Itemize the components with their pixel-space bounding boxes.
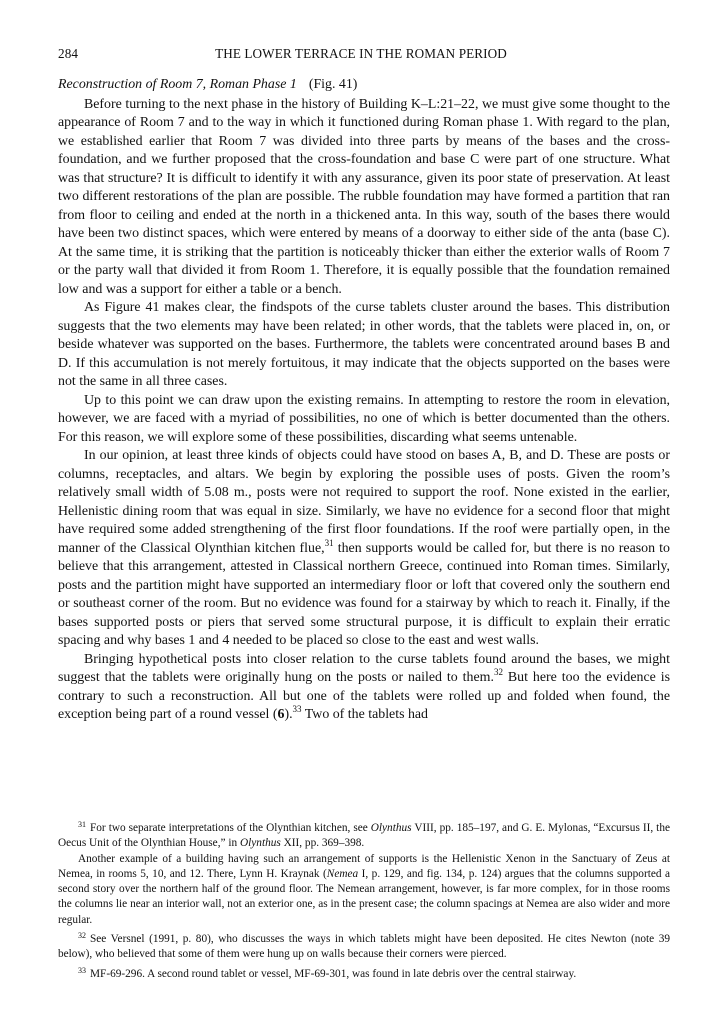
figure-reference: (Fig. 41) bbox=[308, 77, 358, 92]
footnote-31-continued bbox=[58, 852, 670, 928]
footnote-ref-33: 33 bbox=[292, 704, 302, 714]
section-heading bbox=[58, 76, 670, 95]
footnote-31-text-a: For two separate interpretations of the Olynthian kitchen, see bbox=[90, 822, 371, 834]
footnote-33-mark: 33 bbox=[78, 965, 86, 975]
paragraph-5-end: ). bbox=[284, 707, 293, 722]
page-number: 284 bbox=[58, 46, 79, 61]
running-head: THE LOWER TERRACE IN THE ROMAN PERIOD bbox=[215, 46, 507, 61]
footnote-31-cont-b: I, p. 129, and fig. 134, p. 124) argues that the columns supported a second story over the northern half of the ground floor. The Nemean arrangement, however, is far more complex, for in those rooms the columns lie near an interior wall, not an exterior one, as in the present case; the column spacings at Nemea are also wider and more regular. bbox=[58, 867, 670, 926]
paragraph-4-text: In our opinion, at least three kinds of objects could have stood on bases A, B, and D. These are posts or columns, receptacles, and altars. We begin by exploring the possible uses of posts. Given the room’s relatively small width of 5.08 m., posts were not required to support the roof. None existed in the earlier, Hellenistic dining room that was equal in size. Similarly, we have no evidence for a second floor that might have required some added strengthening of the first floor foundations. If the roof were partially open, in the manner of the Classical Olynthian kitchen flue, bbox=[58, 448, 670, 556]
section-title: Reconstruction of Room 7, Roman Phase 1 bbox=[58, 77, 297, 92]
footnote-32 bbox=[58, 928, 670, 963]
paragraph-5 bbox=[58, 651, 670, 725]
paragraph-4-rest: then supports would be called for, but there is no reason to believe that this arrangement, attested in Classical northern Greece, continued into Roman times. Similarly, posts and the partition might have supported an intermediary floor or loft that covered only the southern end or southeast corner of the room. But no evidence was found for a stairway by which to reach it. Finally, if the bases supported posts or piers that served some structural purpose, it is difficult to explain their erratic spacing and why bases 1 and 4 needed to be placed so close to the east and west walls. bbox=[58, 540, 670, 648]
paragraph-2: As Figure 41 makes clear, the findspots of the curse tablets cluster around the bases. This distribution suggests that the two elements may have been related; in other words, that the tablets were placed in, on, or beside whatever was supported on the bases. Furthermore, the tablets were concentrated around bases B and D. If this accumulation is not merely fortuitous, it may indicate that the objects supported on the bases were not the same in all three cases. bbox=[58, 300, 670, 389]
page-header bbox=[0, 46, 722, 66]
footnote-32-mark: 32 bbox=[78, 931, 86, 941]
footnote-31-cont-italic: Nemea bbox=[326, 867, 359, 880]
paragraph-5-rest: But here too the evidence is contrary to such a reconstruction. All but one of the tablets were rolled up and folded when found, the exception being part of a round vessel ( bbox=[58, 670, 670, 722]
paragraph-3: Up to this point we can draw upon the existing remains. In attempting to restore the room in elevation, however, we are faced with a myriad of possibilities, no one of which is better documented than the others. For this reason, we will explore some of these possibilities, discarding what seems untenable. bbox=[58, 392, 670, 445]
footnote-32-text: See Versnel (1991, p. 80), who discusses the ways in which tablets might have been deposited. He cites Newton (note 39 below), who believed that some of them were hung up on walls because their corners were pierced. bbox=[58, 933, 670, 961]
footnotes bbox=[58, 817, 670, 982]
footnote-31-text-c: XII, pp. 369–398. bbox=[280, 837, 365, 850]
paragraph-5-tail: Two of the tablets had bbox=[301, 707, 429, 722]
footnote-ref-32: 32 bbox=[493, 667, 503, 677]
footnote-31-italic-1: Olynthus bbox=[370, 822, 412, 834]
catalog-number: 6 bbox=[277, 707, 285, 722]
footnote-ref-31: 31 bbox=[324, 537, 334, 548]
body-text bbox=[58, 76, 670, 725]
footnote-33-text: MF-69-296. A second round tablet or vessel, MF-69-301, was found in late debris over the central stairway. bbox=[90, 967, 577, 980]
paragraph-4 bbox=[58, 447, 670, 651]
paragraph-1: Before turning to the next phase in the history of Building K–L:21–22, we must give some thought to the appearance of Room 7 and to the way in which it functioned during Roman phase 1. With regard to the plan, we established earlier that Room 7 was divided into three parts by means of the bases and the cross-foundation, and we further proposed that the cross-foundation and base C were part of one structure. What was that structure? It is difficult to identify it with any assurance, given its poor state of preservation. At least two different restorations of the plan are possible. The rubble foundation may have formed a partition that ran from floor to ceiling and ended at the north in a thickened anta. In this way, south of the bases there would have been two distinct spaces, which were entered by means of a doorway to either side of the anta (base C). At the same time, it is striking that the partition is noticeably thicker than either the exterior walls of Room 7 or the party wall that divided it from Room 1. Therefore, it is equally possible that the foundation remained low and was a support for either a table or a bench. bbox=[58, 96, 670, 297]
paragraph-5-text: Bringing hypothetical posts into closer relation to the curse tablets found around the bases, we might suggest that the tablets were originally hung on the posts or nailed to them. bbox=[58, 651, 670, 685]
footnote-31-cont-a: Another example of a building having such an arrangement of supports is the Hellenistic Xenon in the Sanctuary of Zeus at Nemea, in rooms 5, 10, and 12. There, Lynn H. Kraynak ( bbox=[58, 852, 670, 880]
footnote-31-text-b: VIII, pp. 185–197, and G. E. Mylonas, “Excursus II, the Oecus Unit of the Olynthian House,” in bbox=[58, 822, 670, 850]
footnote-33 bbox=[58, 963, 670, 982]
footnote-31-italic-2: Olynthus bbox=[239, 837, 281, 850]
footnote-31-mark: 31 bbox=[78, 820, 86, 829]
footnote-31 bbox=[58, 817, 670, 852]
